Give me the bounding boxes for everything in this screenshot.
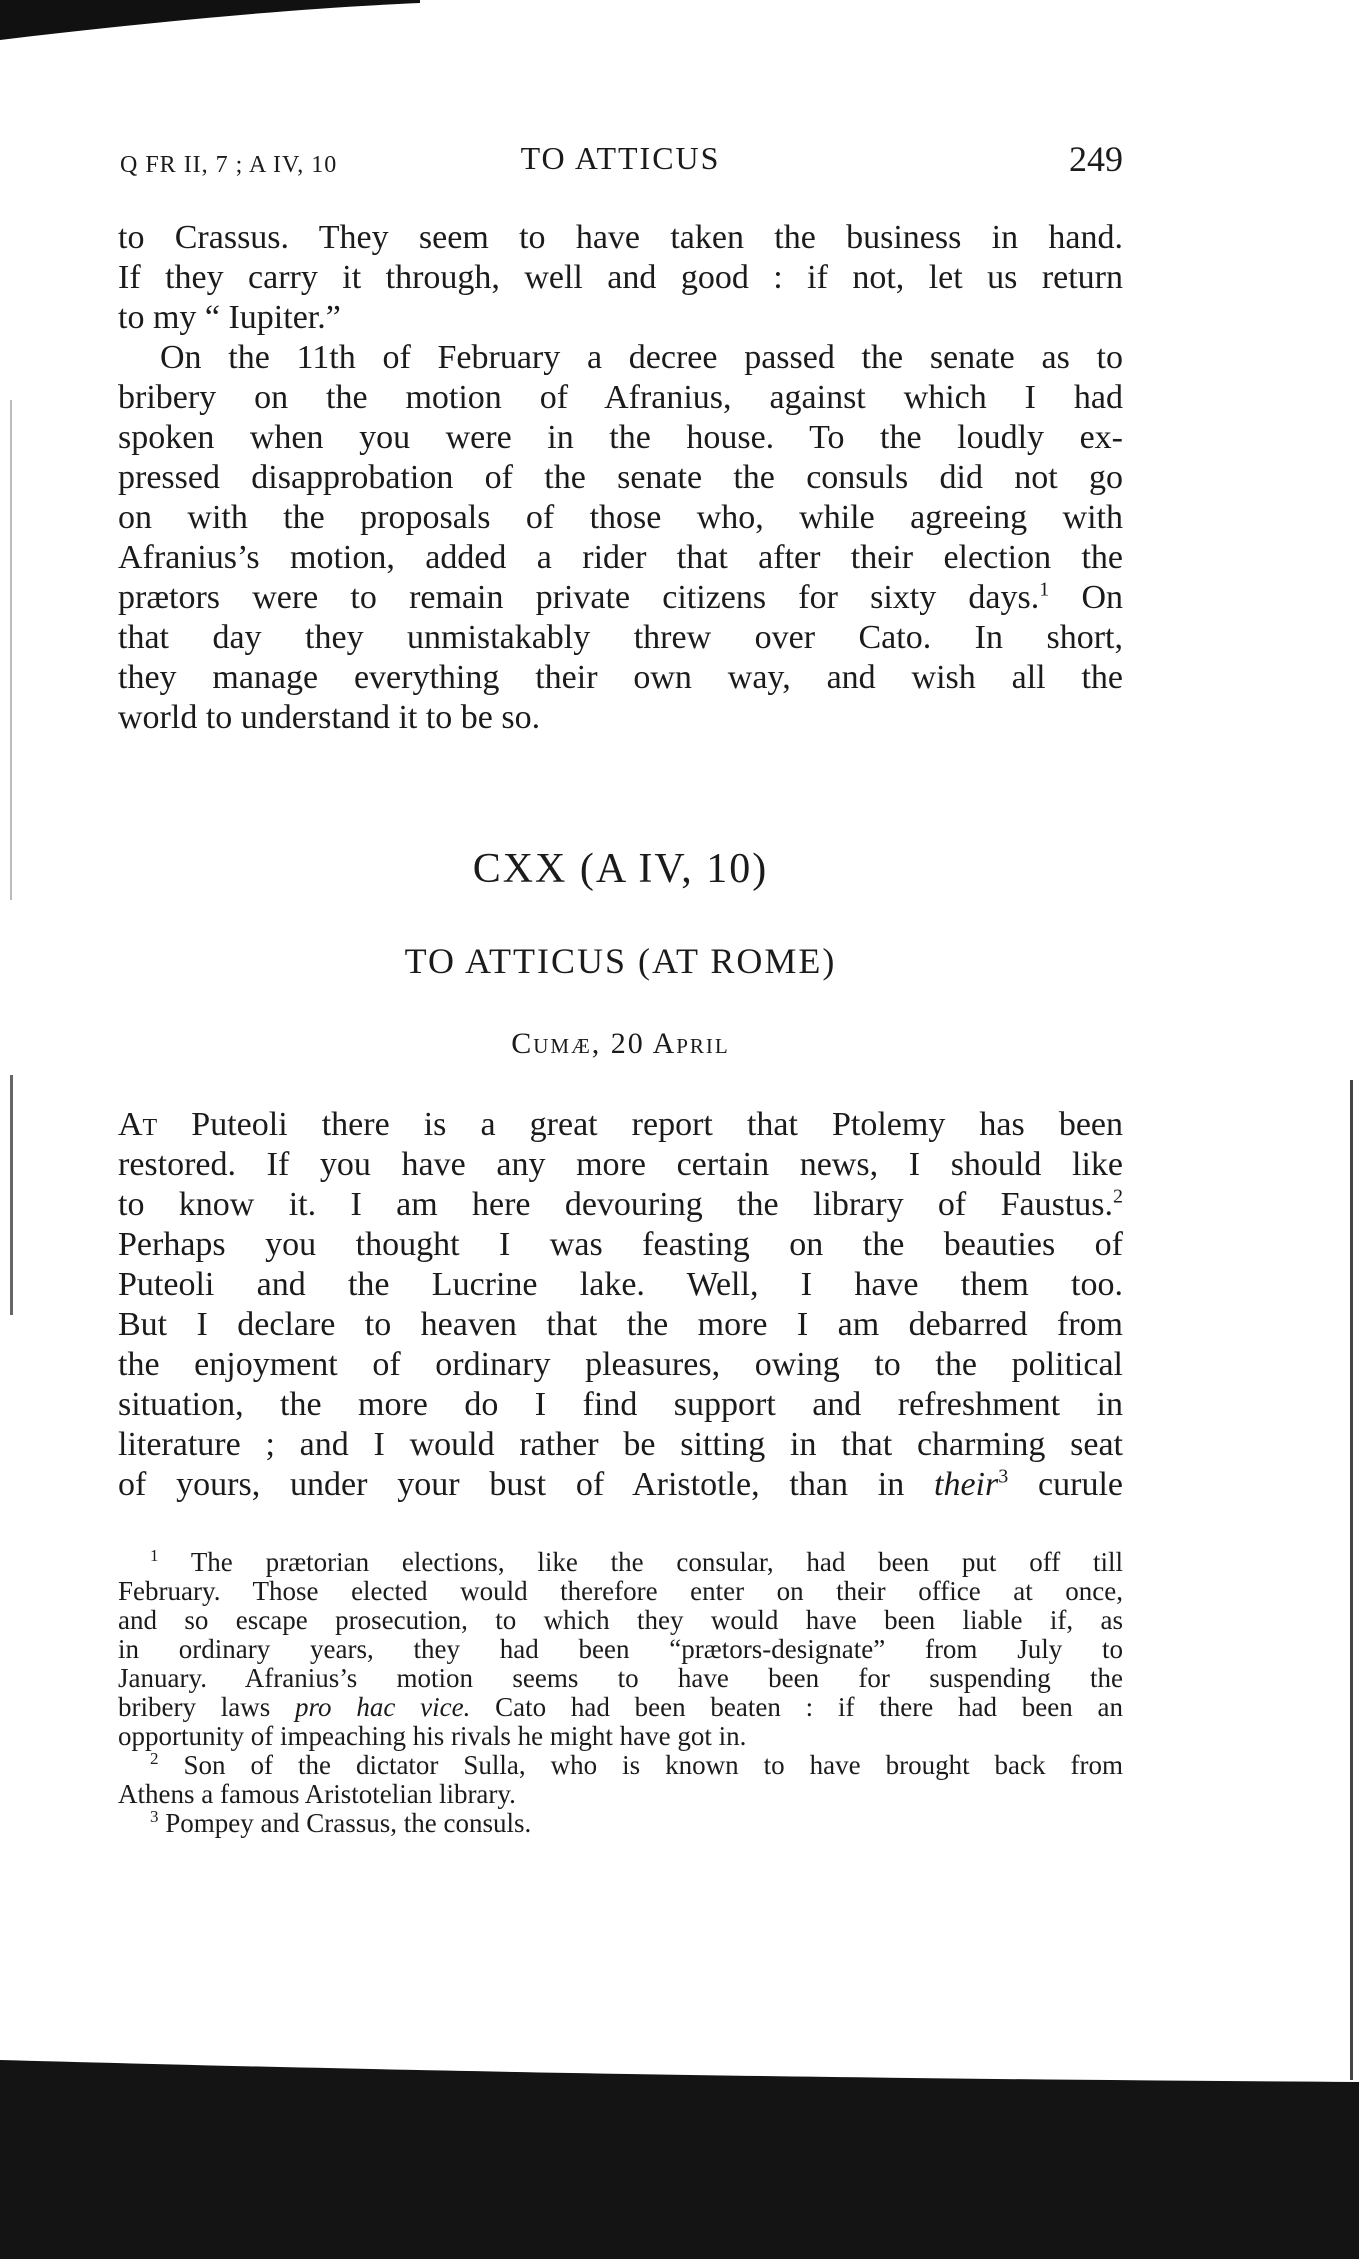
text-line <box>118 578 1123 618</box>
letter-number: CXX (A IV, 10) <box>472 846 769 892</box>
footnote-line: and so escape prosecution, to which they would have been liable if, as <box>118 1606 1123 1635</box>
text-line: to Crassus. They seem to have taken the business in hand. <box>118 219 1123 256</box>
text-segment: On <box>1081 579 1123 616</box>
running-head-reference: Q FR II, 7 ; A IV, 10 <box>120 152 338 178</box>
footnote-line: in ordinary years, they had been “prætors-designate” from July to <box>118 1635 1123 1664</box>
footnote-line <box>118 1693 1123 1722</box>
footnote-line: Athens a famous Aristotelian library. <box>118 1780 516 1809</box>
text-segment: Son of the dictator Sulla, who is known to have brought back from <box>183 1751 1123 1780</box>
footnote-line <box>118 1751 1123 1780</box>
text-line: spoken when you were in the house. To the loudly ex- <box>118 419 1123 456</box>
text-line <box>118 1185 1123 1225</box>
drop-word: At <box>118 1106 158 1143</box>
scan-shadow-bottom <box>0 2060 1359 2259</box>
text-line <box>118 1105 1123 1145</box>
text-line: Perhaps you thought I was feasting on the beauties of <box>118 1226 1123 1263</box>
letter-title: TO ATTICUS (AT ROME) <box>404 941 837 981</box>
text-line: on with the proposals of those who, while agreeing with <box>118 499 1123 536</box>
footnote-marker: 1 <box>150 1548 159 1565</box>
text-segment: to know it. I am here devouring the library of Faustus. <box>118 1186 1113 1223</box>
text-line: But I declare to heaven that the more I am debarred from <box>118 1306 1123 1343</box>
text-line: On the 11th of February a decree passed the senate as to <box>160 339 1123 376</box>
italic-phrase: pro hac vice. <box>295 1693 471 1722</box>
running-head-title: TO ATTICUS <box>520 140 721 176</box>
text-line: If they carry it through, well and good : if not, let us return <box>118 259 1123 296</box>
text-segment: The prætorian elections, like the consular, had been put off till <box>190 1548 1123 1577</box>
scan-edge-line <box>1350 1080 1353 2080</box>
text-line <box>118 1465 1123 1505</box>
text-line: restored. If you have any more certain news, I should like <box>118 1146 1123 1183</box>
running-head <box>118 140 1123 190</box>
text-segment: Cato had been beaten : if there had been an <box>495 1693 1123 1722</box>
text-segment: Pompey and Crassus, the consuls. <box>165 1809 532 1838</box>
footnote-line: February. Those elected would therefore enter on their office at once, <box>118 1577 1123 1606</box>
text-segment: prætors were to remain private citizens for sixty days. <box>118 579 1040 616</box>
footnote-line: opportunity of impeaching his rivals he might have got in. <box>118 1722 747 1751</box>
footnote-marker: 3 <box>150 1809 159 1826</box>
text-line: situation, the more do I find support and refreshment in <box>118 1386 1123 1423</box>
preceding-letter-text <box>118 218 1123 738</box>
footnote-marker: 2 <box>150 1751 159 1768</box>
scan-edge-line <box>10 400 12 900</box>
italic-word: their <box>934 1466 999 1503</box>
letter-place-date: Cumæ, 20 April <box>511 1027 730 1060</box>
footnote-ref: 2 <box>1113 1185 1123 1208</box>
scan-shadow-top <box>0 0 420 42</box>
text-segment: Puteoli there is a great report that Ptolemy has been <box>191 1106 1123 1143</box>
footnote-ref: 1 <box>1039 578 1050 601</box>
text-line: pressed disapprobation of the senate the consuls did not go <box>118 459 1123 496</box>
footnote-ref: 3 <box>998 1465 1009 1488</box>
letter-text <box>118 1105 1123 1505</box>
text-line: Puteoli and the Lucrine lake. Well, I have them too. <box>118 1266 1123 1303</box>
scan-edge-line <box>10 1075 13 1315</box>
footnote-line: January. Afranius’s motion seems to have been for suspending the <box>118 1664 1123 1693</box>
text-line: to my “ Iupiter.” <box>118 299 341 336</box>
footnotes <box>118 1548 1123 1838</box>
text-line: that day they unmistakably threw over Cato. In short, <box>118 619 1123 656</box>
text-segment: curule <box>1038 1466 1123 1503</box>
text-line: literature ; and I would rather be sitting in that charming seat <box>118 1426 1123 1463</box>
page-number: 249 <box>1069 139 1123 179</box>
text-line: the enjoyment of ordinary pleasures, owing to the political <box>118 1346 1123 1383</box>
text-line: they manage everything their own way, and wish all the <box>118 659 1123 696</box>
footnote-line <box>118 1809 1123 1838</box>
text-segment: of yours, under your bust of Aristotle, than in <box>118 1466 905 1503</box>
footnote-line <box>118 1548 1123 1577</box>
text-line: bribery on the motion of Afranius, against which I had <box>118 379 1123 416</box>
text-line: Afranius’s motion, added a rider that after their election the <box>118 539 1123 576</box>
text-line: world to understand it to be so. <box>118 699 541 736</box>
text-segment: bribery laws <box>118 1693 271 1722</box>
